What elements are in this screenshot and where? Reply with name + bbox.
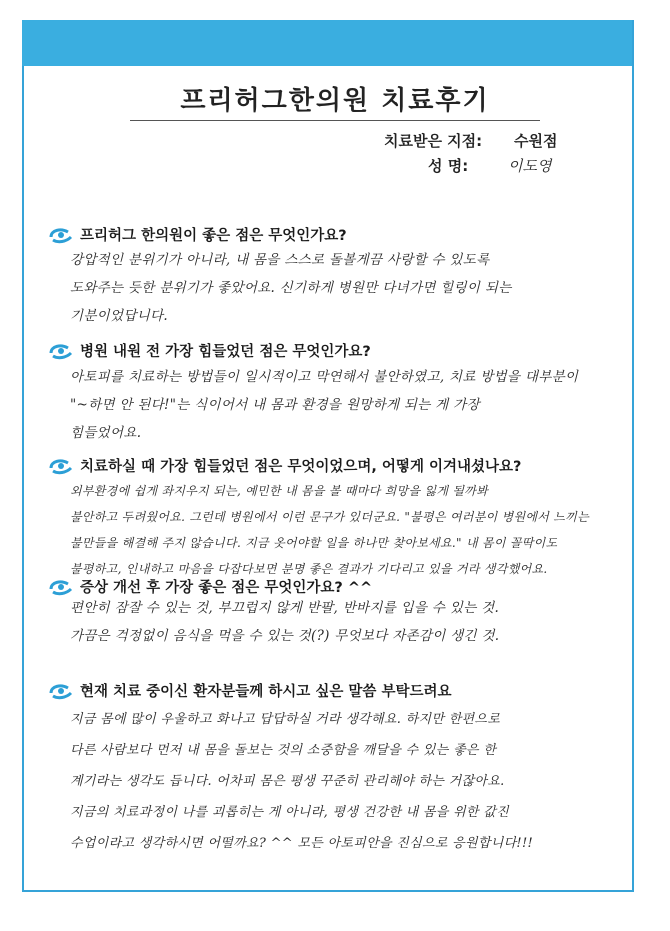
answer-line: 불만들을 해결해 주지 않습니다. 지금 옷어야할 일을 하나만 찾아보세요." 내 몸이 꼴딱이도 — [70, 536, 558, 550]
branch-label: 치료받은 지점: — [384, 132, 483, 150]
hug-logo-icon — [48, 342, 74, 360]
answer-4 — [70, 594, 630, 650]
answer-5 — [70, 704, 630, 859]
answer-line: 힘들었어요. — [70, 425, 142, 441]
answer-line: 계기라는 생각도 듭니다. 어차피 몸은 평생 꾸준히 관리해야 하는 거잖아요. — [70, 774, 505, 789]
answer-line: 강압적인 분위기가 아니라, 내 몸을 스스로 돌볼게끔 사랑할 수 있도록 — [70, 252, 490, 268]
answer-line: 아토피를 치료하는 방법들이 일시적이고 막연해서 불안하였고, 치료 방법을 대부분이 — [70, 369, 579, 385]
name-value: 이도영 — [508, 157, 552, 175]
answer-line: "~하면 안 된다!"는 식이어서 내 몸과 환경을 원망하게 되는 게 가장 — [70, 397, 480, 413]
question-4-text: 증상 개선 후 가장 좋은 점은 무엇인가요? ^^ — [80, 580, 373, 596]
question-3-text: 치료하실 때 가장 힘들었던 점은 무엇이었으며, 어떻게 이겨내셨나요? — [80, 459, 522, 475]
answer-line: 지금 몸에 많이 우울하고 화나고 답답하실 거라 생각해요. 하지만 한편으로 — [70, 712, 501, 727]
answer-line: 편안히 잠잘 수 있는 것, 부끄럽지 않게 반팔, 반바지를 입을 수 있는 것. — [70, 600, 500, 616]
answer-line: 외부환경에 쉽게 좌지우지 되는, 예민한 내 몸을 볼 때마다 희망을 잃게 될까봐 — [70, 484, 489, 498]
header-bar — [22, 20, 632, 66]
question-5 — [48, 680, 452, 701]
answer-line: 불안하고 두려웠어요. 그런데 병원에서 이런 문구가 있더군요. "불평은 여러분이 병원에서 느끼는 — [70, 510, 589, 524]
branch-value: 수원점 — [514, 132, 558, 150]
hug-logo-icon — [48, 226, 74, 244]
hug-logo-icon — [48, 578, 74, 596]
name-label: 성 명: — [428, 157, 469, 175]
answer-line: 불평하고, 인내하고 마음을 다잡다보면 분명 좋은 결과가 기다리고 있을 거라 생각했어요. — [70, 562, 548, 576]
answer-line: 다른 사람보다 먼저 내 몸을 돌보는 것의 소중함을 깨달을 수 있는 좋은 한 — [70, 743, 497, 758]
page-title: 프리허그한의원 치료후기 — [180, 86, 490, 116]
question-2-text: 병원 내원 전 가장 힘들었던 점은 무엇인가요? — [80, 344, 371, 360]
hug-logo-icon — [48, 682, 74, 700]
answer-line: 가끔은 걱정없이 음식을 먹을 수 있는 것(?) 무엇보다 자존감이 생긴 것. — [70, 628, 500, 644]
hug-logo-icon — [48, 457, 74, 475]
answer-line: 도와주는 듯한 분위기가 좋았어요. 신기하게 병원만 다녀가면 힐링이 되는 — [70, 280, 512, 296]
question-2 — [48, 340, 371, 361]
answer-line: 수업이라고 생각하시면 어떨까요? ^^ 모든 아토피안을 진심으로 응원합니다!!! — [70, 836, 533, 851]
answer-line: 기분이었답니다. — [70, 308, 168, 324]
question-5-text: 현재 치료 중이신 환자분들께 하시고 싶은 말씀 부탁드려요 — [80, 684, 452, 700]
answer-3 — [70, 478, 630, 582]
title-underline — [130, 120, 540, 121]
question-1-text: 프리허그 한의원이 좋은 점은 무엇인가요? — [80, 228, 347, 244]
question-3 — [48, 455, 521, 476]
answer-2 — [70, 363, 630, 447]
question-1 — [48, 224, 347, 245]
answer-1 — [70, 246, 630, 330]
answer-line: 지금의 치료과정이 나를 괴롭히는 게 아니라, 평생 건강한 내 몸을 위한 값진 — [70, 805, 509, 820]
